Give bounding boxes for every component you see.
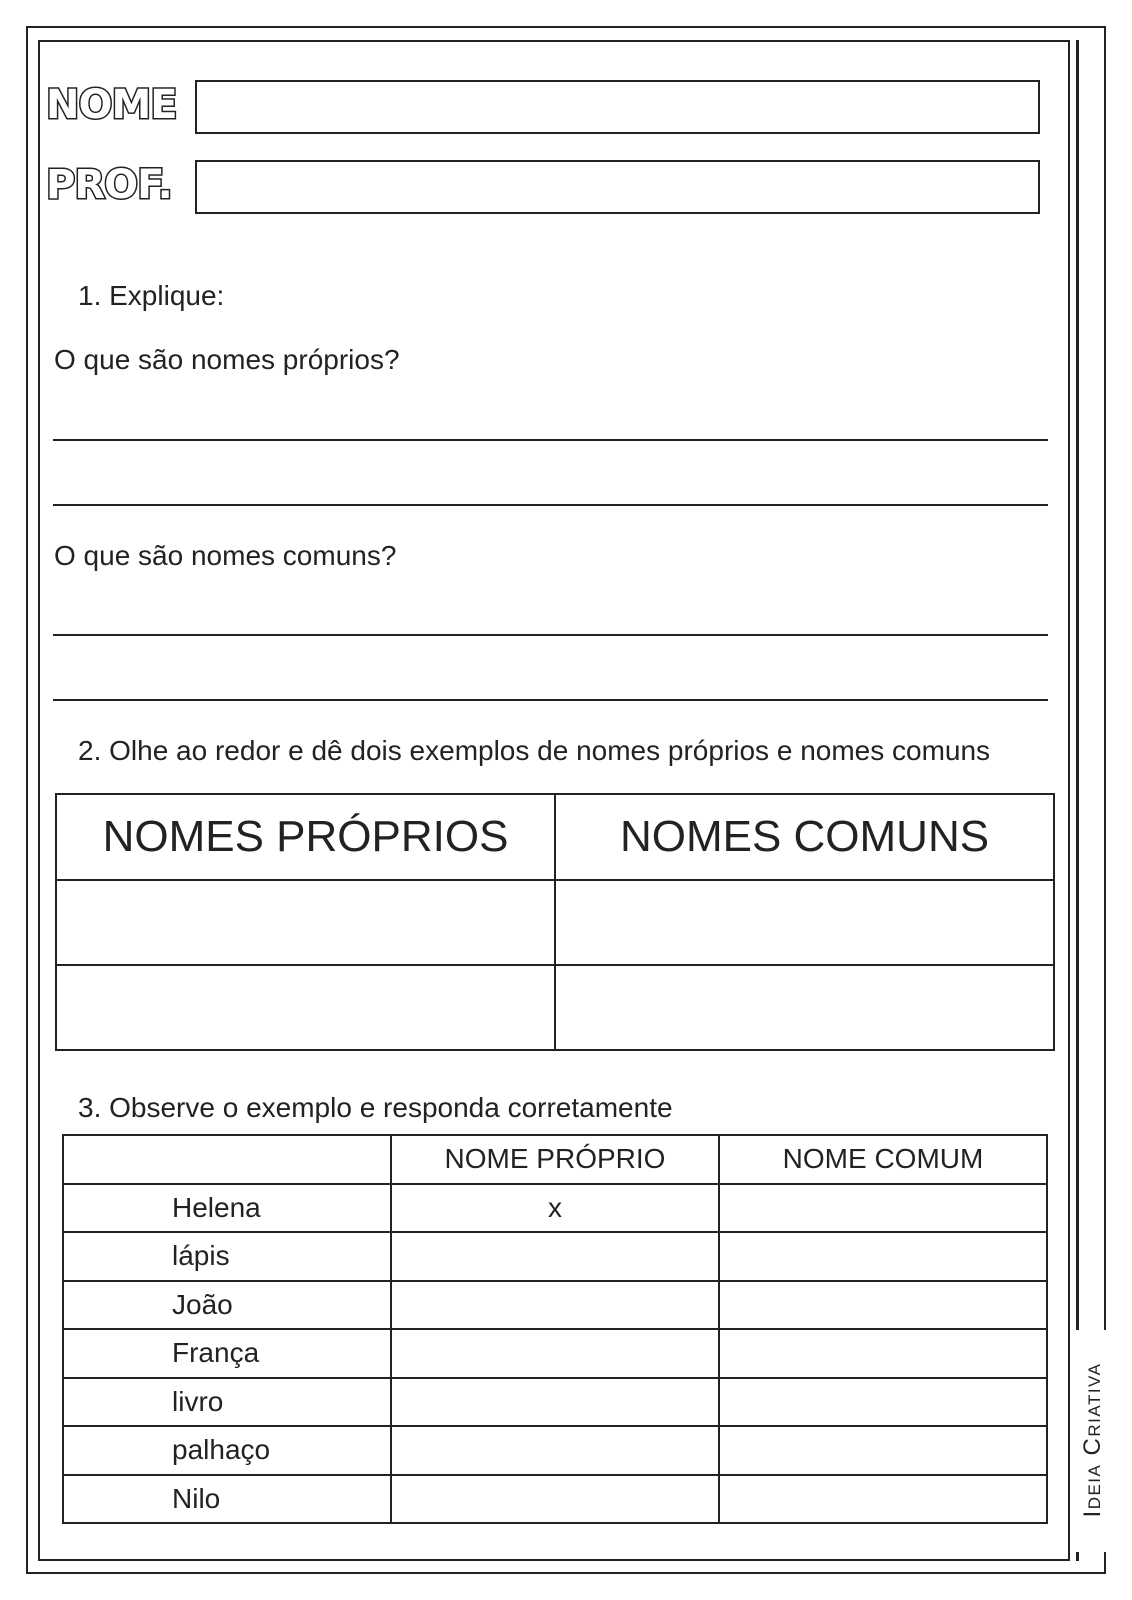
common-mark-cell[interactable] xyxy=(719,1232,1047,1281)
answer-line[interactable] xyxy=(53,634,1048,636)
common-mark-cell[interactable] xyxy=(719,1378,1047,1427)
teacher-label: PROF. xyxy=(46,162,172,208)
table-row xyxy=(63,1184,1047,1233)
classification-table xyxy=(62,1134,1048,1524)
header-proper-noun: NOME PRÓPRIO xyxy=(391,1135,719,1184)
proper-mark-cell[interactable] xyxy=(391,1329,719,1378)
word-cell: lápis xyxy=(63,1232,391,1281)
table-row xyxy=(63,1232,1047,1281)
examples-table xyxy=(55,793,1055,1051)
answer-line[interactable] xyxy=(53,504,1048,506)
question-proper-nouns: O que são nomes próprios? xyxy=(54,344,400,375)
table-cell[interactable] xyxy=(56,880,555,965)
name-label: NOME xyxy=(46,82,177,128)
question-common-nouns: O que são nomes comuns? xyxy=(54,540,397,571)
name-field[interactable] xyxy=(195,80,1040,134)
common-mark-cell[interactable] xyxy=(719,1329,1047,1378)
common-mark-cell[interactable] xyxy=(719,1184,1047,1233)
header-empty xyxy=(63,1135,391,1184)
proper-mark-cell[interactable] xyxy=(391,1281,719,1330)
word-cell: Nilo xyxy=(63,1475,391,1524)
common-mark-cell[interactable] xyxy=(719,1426,1047,1475)
answer-line[interactable] xyxy=(53,699,1048,701)
section1-title: 1. Explique: xyxy=(78,280,225,311)
proper-mark-cell[interactable] xyxy=(391,1475,719,1524)
header-common-nouns: NOMES COMUNS xyxy=(555,794,1054,880)
header-proper-nouns: NOMES PRÓPRIOS xyxy=(56,794,555,880)
table-row xyxy=(63,1426,1047,1475)
table-row xyxy=(63,1475,1047,1524)
word-cell: Helena xyxy=(63,1184,391,1233)
section3-title: 3. Observe o exemplo e responda corretamente xyxy=(78,1092,673,1123)
table-cell[interactable] xyxy=(56,965,555,1050)
table-cell[interactable] xyxy=(555,880,1054,965)
proper-mark-cell[interactable] xyxy=(391,1426,719,1475)
word-cell: França xyxy=(63,1329,391,1378)
common-mark-cell[interactable] xyxy=(719,1281,1047,1330)
common-mark-cell[interactable] xyxy=(719,1475,1047,1524)
table-row xyxy=(63,1378,1047,1427)
table-row xyxy=(63,1281,1047,1330)
watermark-text: Ideia Criativa xyxy=(1079,1362,1106,1518)
table-row xyxy=(63,1329,1047,1378)
proper-mark-cell[interactable] xyxy=(391,1378,719,1427)
word-cell: João xyxy=(63,1281,391,1330)
proper-mark-cell[interactable]: x xyxy=(391,1184,719,1233)
proper-mark-cell[interactable] xyxy=(391,1232,719,1281)
table-cell[interactable] xyxy=(555,965,1054,1050)
word-cell: livro xyxy=(63,1378,391,1427)
answer-line[interactable] xyxy=(53,439,1048,441)
teacher-field[interactable] xyxy=(195,160,1040,214)
header-common-noun: NOME COMUM xyxy=(719,1135,1047,1184)
section2-title: 2. Olhe ao redor e dê dois exemplos de nomes próprios e nomes comuns xyxy=(78,735,991,766)
word-cell: palhaço xyxy=(63,1426,391,1475)
